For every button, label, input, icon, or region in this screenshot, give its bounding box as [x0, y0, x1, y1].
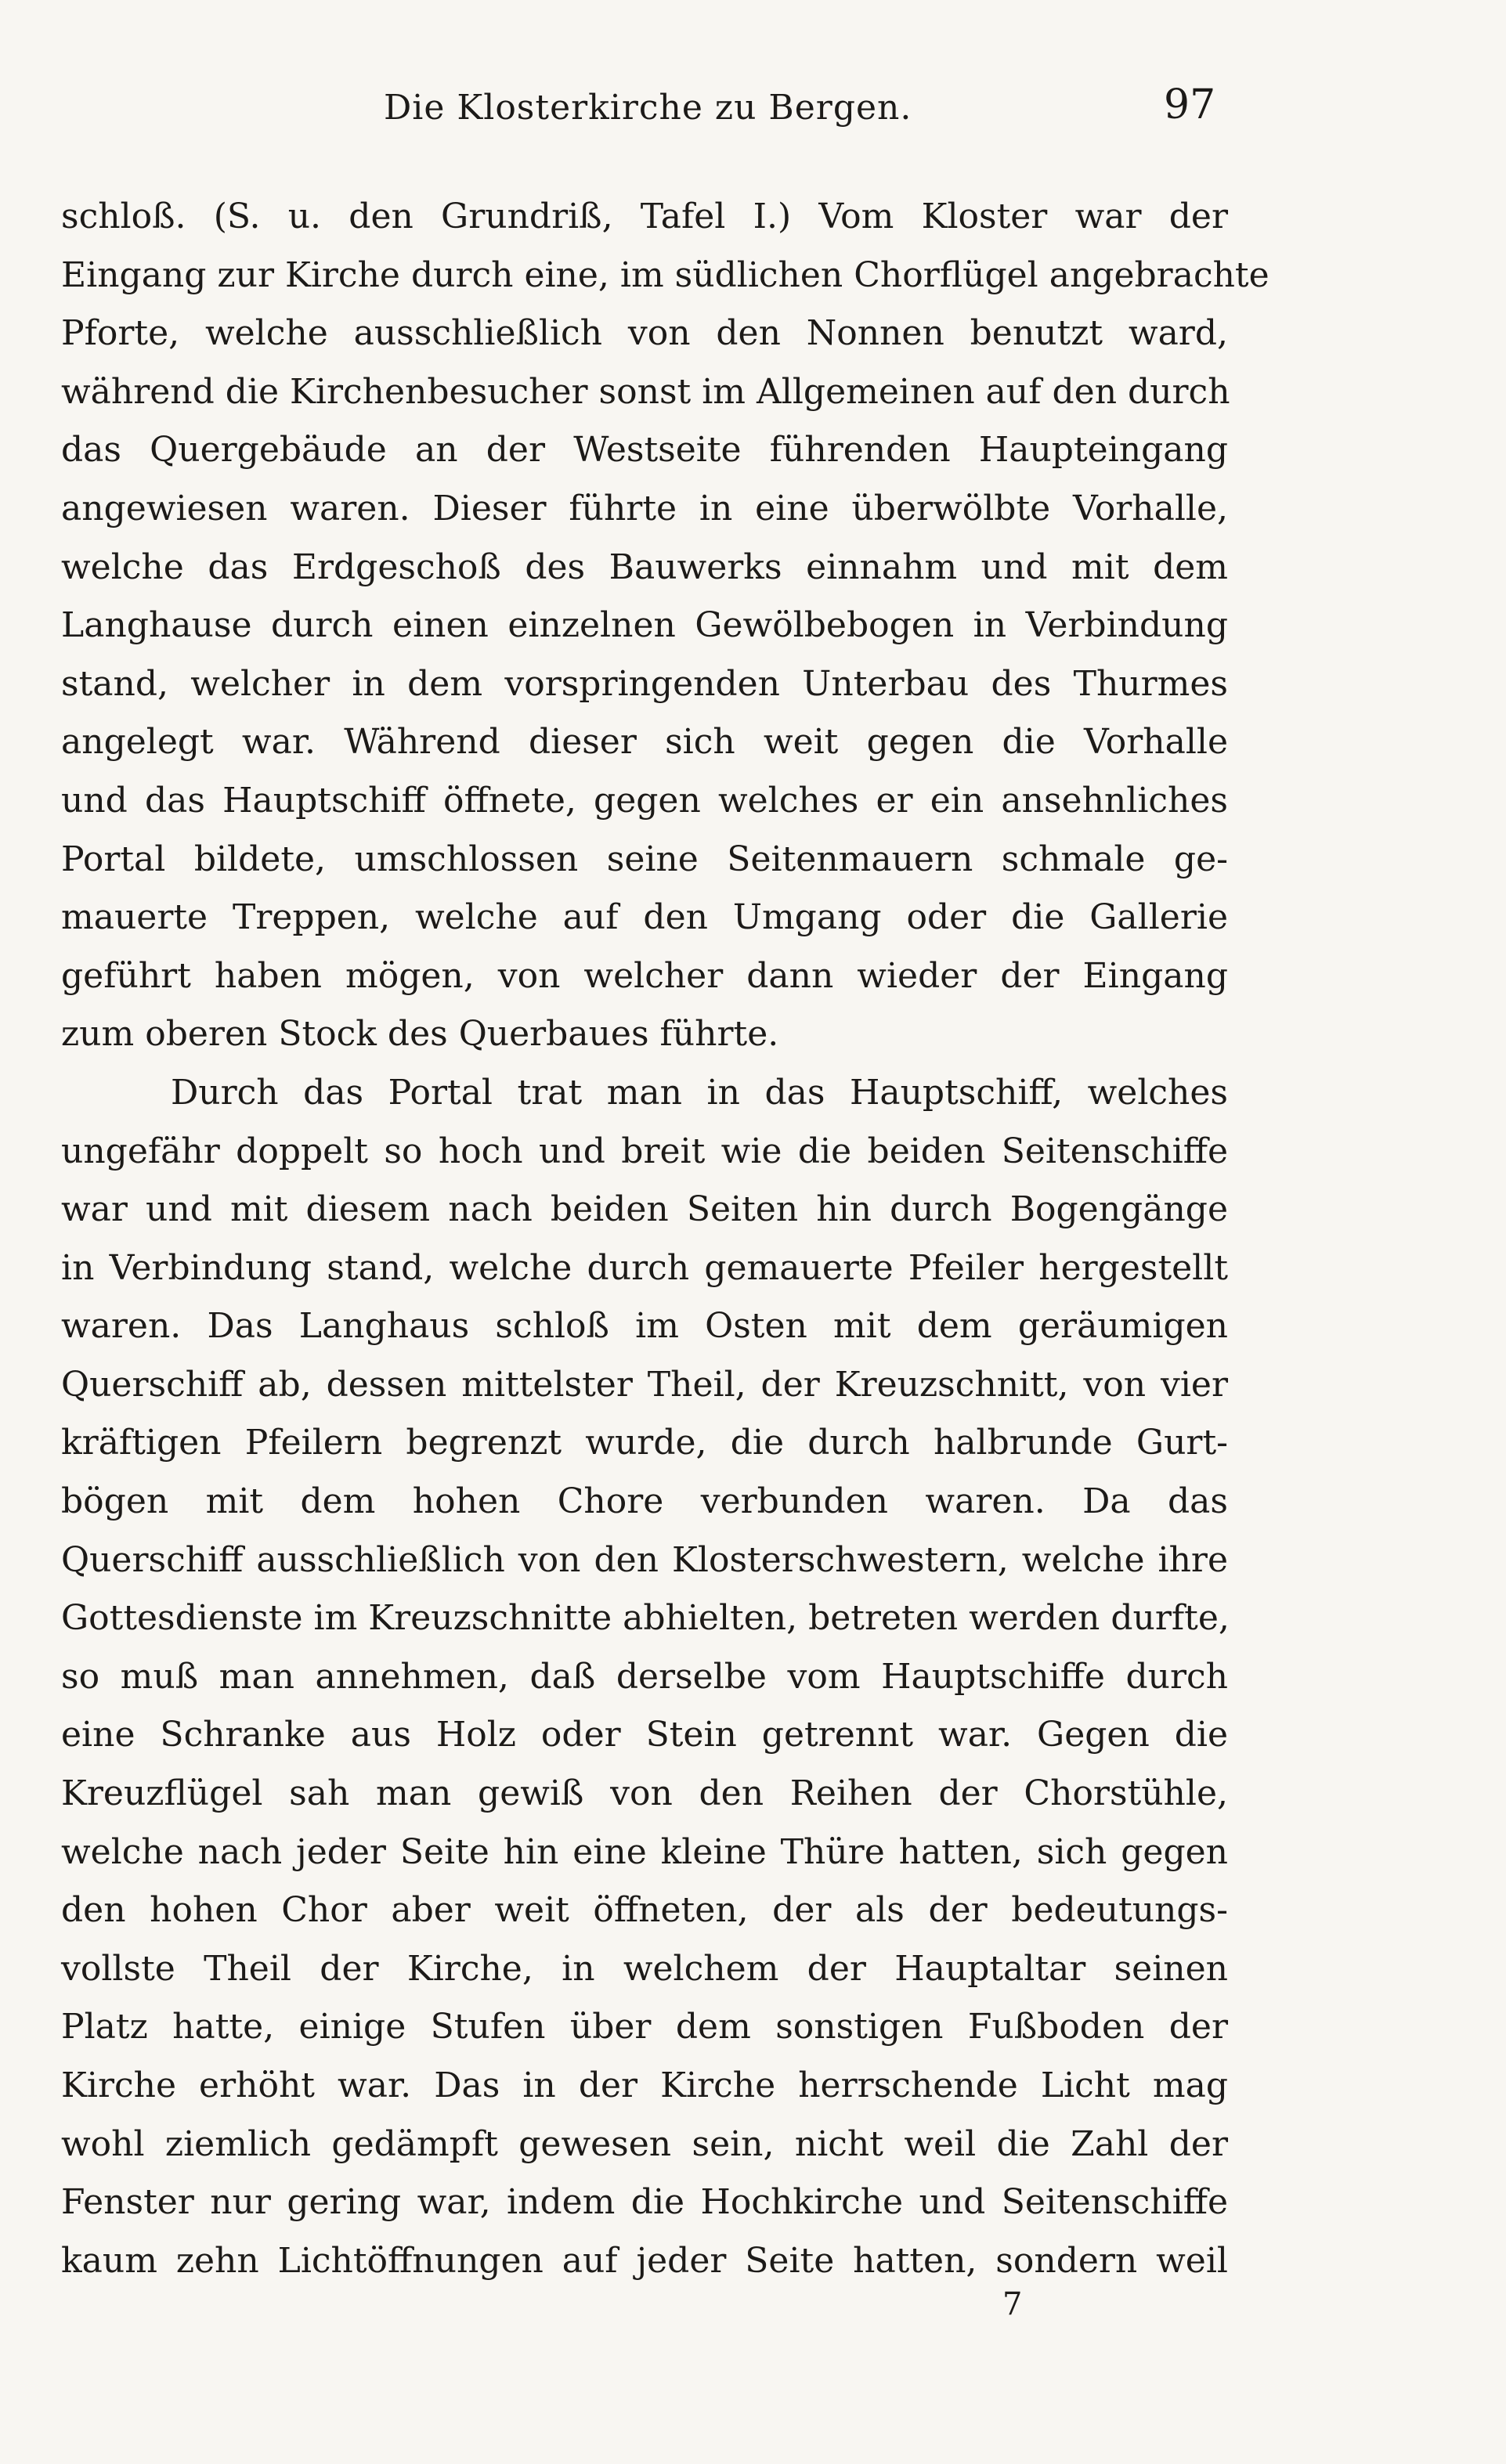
text-line: wohl ziemlich gedämpft gewesen sein, nicht weil die Zahl der	[61, 2123, 1228, 2164]
text-line: waren. Das Langhaus schloß im Osten mit dem geräumigen	[61, 1306, 1228, 1347]
text-line: schloß. (S. u. den Grundriß, Tafel I.) Vom Kloster war der	[61, 197, 1228, 236]
text-line: ungefähr doppelt so hoch und breit wie die beiden Seitenschiffe	[61, 1131, 1228, 1171]
text-line: welche das Erdgeschoß des Bauwerks einnahm und mit dem	[61, 547, 1228, 587]
text-line: das Quergebäude an der Westseite führenden Haupteingang	[61, 430, 1228, 471]
text-line: Querschiff ab, dessen mittelster Theil, der Kreuzschnitt, von vier	[61, 1364, 1228, 1405]
text-line: Kreuzflügel sah man gewiß von den Reihen der Chorstühle,	[61, 1773, 1228, 1814]
text-line: zum oberen Stock des Querbaues führte.	[61, 1014, 779, 1055]
text-line: während die Kirchenbesucher sonst im Allgemeinen auf den durch	[61, 371, 1230, 412]
page-number: 97	[1164, 81, 1216, 128]
text-line: bögen mit dem hohen Chore verbunden waren. Da das	[61, 1481, 1228, 1522]
text-line: Querschiff ausschließlich von den Klosterschwestern, welche ihre	[61, 1539, 1228, 1580]
text-line: so muß man annehmen, daß derselbe vom Hauptschiffe durch	[61, 1656, 1228, 1697]
text-line: eine Schranke aus Holz oder Stein getrennt war. Gegen die	[61, 1715, 1228, 1755]
text-line: Langhause durch einen einzelnen Gewölbebogen in Verbindung	[61, 605, 1228, 646]
text-line: welche nach jeder Seite hin eine kleine Thüre hatten, sich gegen	[61, 1831, 1228, 1872]
text-line: den hohen Chor aber weit öffneten, der als der bedeutungs-	[61, 1890, 1228, 1931]
text-line: war und mit diesem nach beiden Seiten hin durch Bogengänge	[61, 1189, 1228, 1230]
text-line: mauerte Treppen, welche auf den Umgang oder die Gallerie	[61, 897, 1228, 938]
text-line: Eingang zur Kirche durch eine, im südlichen Chorflügel angebrachte	[61, 254, 1269, 295]
text-line: und das Hauptschiff öffnete, gegen welches er ein ansehnliches	[61, 780, 1228, 821]
text-line: Fenster nur gering war, indem die Hochkirche und Seitenschiffe	[61, 2182, 1228, 2223]
text-line: Portal bildete, umschlossen seine Seitenmauern schmale ge-	[61, 839, 1228, 879]
text-line: kaum zehn Lichtöffnungen auf jeder Seite hatten, sondern weil	[61, 2240, 1228, 2281]
text-line: vollste Theil der Kirche, in welchem der Hauptaltar seinen	[61, 1948, 1228, 1989]
text-line: kräftigen Pfeilern begrenzt wurde, die durch halbrunde Gurt-	[61, 1423, 1228, 1463]
text-line: angelegt war. Während dieser sich weit gegen die Vorhalle	[61, 722, 1228, 763]
text-line: in Verbindung stand, welche durch gemauerte Pfeiler hergestellt	[61, 1247, 1228, 1288]
running-title: Die Klosterkirche zu Bergen.	[384, 88, 912, 128]
text-line: angewiesen waren. Dieser führte in eine überwölbte Vorhalle,	[61, 488, 1228, 529]
text-line: Platz hatte, einige Stufen über dem sonstigen Fußboden der	[61, 2007, 1228, 2047]
text-line: stand, welcher in dem vorspringenden Unterbau des Thurmes	[61, 663, 1228, 704]
text-line: Durch das Portal trat man in das Hauptschiff, welches	[171, 1072, 1228, 1113]
text-line: geführt haben mögen, von welcher dann wieder der Eingang	[61, 955, 1228, 996]
body-text	[61, 188, 1269, 2290]
text-line: Gottesdienste im Kreuzschnitte abhielten, betreten werden durfte,	[61, 1598, 1230, 1639]
text-line: Pforte, welche ausschließlich von den Nonnen benutzt ward,	[61, 313, 1228, 354]
signature-mark: 7	[1002, 2286, 1023, 2322]
text-line: Kirche erhöht war. Das in der Kirche herrschende Licht mag	[61, 2065, 1228, 2105]
